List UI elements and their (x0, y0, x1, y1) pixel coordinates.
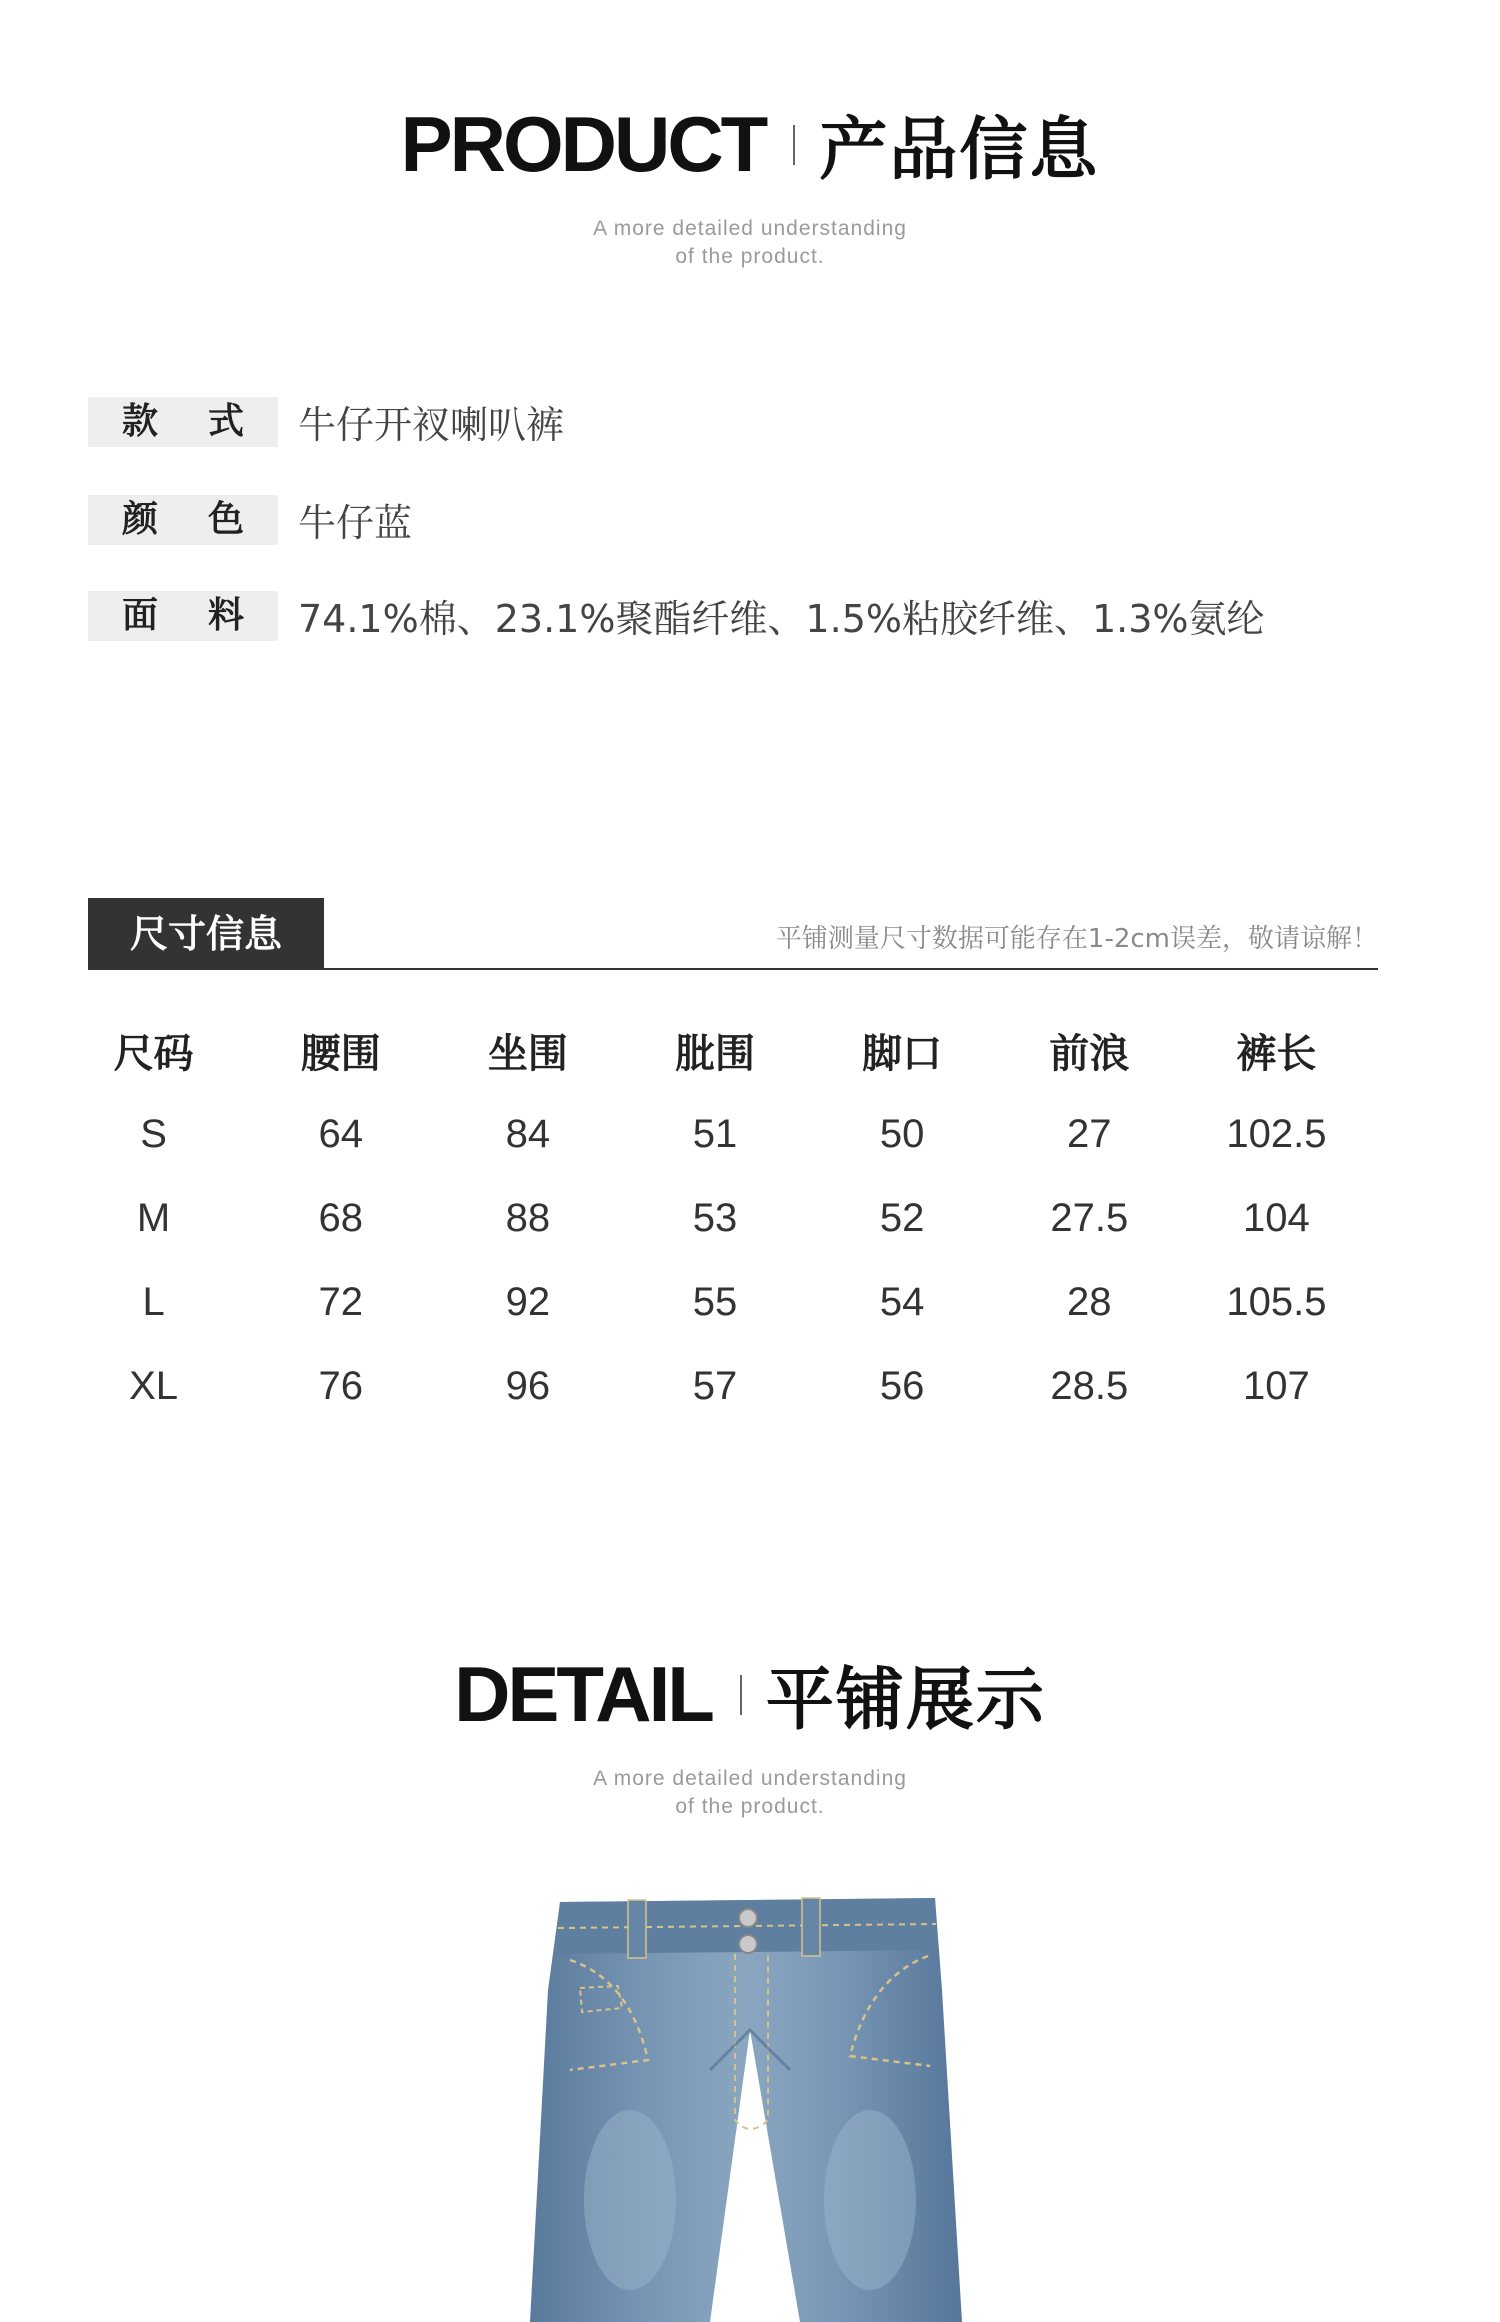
product-subtitle (570, 215, 930, 271)
table-cell: 104 (1243, 1195, 1310, 1240)
info-label-char: 面 (122, 594, 159, 636)
table-cell: 76 (318, 1363, 363, 1408)
info-value-color: 牛仔蓝 (298, 501, 413, 545)
header-cell: 腰围 (300, 1030, 381, 1077)
info-label-fabric (88, 591, 278, 641)
info-value-fabric: 74.1%棉、23.1%聚酯纤维、1.5%粘胶纤维、1.3%氨纶 (298, 597, 1265, 641)
table-cell: S (140, 1111, 167, 1156)
size-table (60, 1008, 1370, 1428)
info-label-color (88, 495, 278, 545)
button-icon (739, 1935, 757, 1953)
table-cell: 68 (318, 1195, 363, 1240)
header-cell: 坐围 (487, 1030, 568, 1077)
table-cell: M (136, 1195, 171, 1240)
table-cell: 51 (692, 1111, 738, 1156)
button-icon (739, 1909, 757, 1927)
size-table-header (60, 1008, 1370, 1092)
product-subtitle-line2: of the product. (675, 245, 825, 268)
detail-subtitle-line2: of the product. (675, 1795, 825, 1818)
table-cell: 28 (1067, 1279, 1112, 1324)
table-cell: 53 (692, 1195, 738, 1240)
info-row-fabric (88, 588, 1265, 643)
table-row (60, 1344, 1370, 1428)
table-cell: 56 (879, 1363, 925, 1408)
table-cell: 54 (879, 1279, 925, 1324)
header-cell: 尺码 (113, 1030, 194, 1077)
detail-title-en: DETAIL (454, 1650, 712, 1738)
table-row (60, 1260, 1370, 1344)
info-label-char: 颜 (122, 498, 159, 540)
info-label-char: 料 (207, 594, 244, 636)
detail-subtitle-line1: A more detailed understanding (593, 1767, 907, 1790)
product-title-zh: 产品信息 (819, 111, 1100, 190)
table-cell: 55 (692, 1279, 738, 1324)
size-info-divider (88, 968, 1378, 970)
table-cell: 88 (505, 1195, 551, 1240)
detail-subtitle (570, 1765, 930, 1821)
table-cell: 92 (505, 1279, 551, 1324)
size-info-tag: 尺寸信息 (88, 898, 324, 970)
detail-header (0, 1646, 1500, 1821)
size-info-bar (88, 898, 1378, 970)
table-cell: 50 (879, 1111, 925, 1156)
header-cell: 前浪 (1049, 1030, 1130, 1077)
size-info-note: 平铺测量尺寸数据可能存在1-2cm误差，敬请谅解！ (775, 924, 1378, 954)
table-cell: 28.5 (1050, 1363, 1129, 1408)
table-cell: XL (129, 1363, 179, 1408)
info-row-style (88, 394, 564, 449)
info-label-char: 色 (207, 498, 244, 540)
table-row (60, 1092, 1370, 1176)
info-label-style (88, 397, 278, 447)
table-cell: 27.5 (1050, 1195, 1129, 1240)
info-value-style: 牛仔开衩喇叭裤 (298, 403, 565, 447)
info-label-char: 式 (207, 400, 244, 442)
table-cell: 52 (879, 1195, 925, 1240)
table-cell: 96 (505, 1363, 551, 1408)
table-cell: 72 (318, 1279, 363, 1324)
table-cell: 64 (318, 1111, 363, 1156)
table-cell: 107 (1243, 1363, 1310, 1408)
detail-title-zh: 平铺展示 (765, 1661, 1046, 1740)
table-row (60, 1176, 1370, 1260)
title-divider (793, 125, 795, 165)
info-row-color (88, 492, 412, 547)
table-cell: 105.5 (1226, 1279, 1327, 1324)
info-label-char: 款 (122, 400, 159, 442)
jeans-product-image (510, 1870, 990, 2322)
product-header (0, 96, 1500, 271)
header-cell: 脚口 (862, 1030, 943, 1077)
table-cell: 102.5 (1226, 1111, 1327, 1156)
table-cell: 57 (692, 1363, 738, 1408)
product-title-en: PRODUCT (400, 100, 766, 188)
header-cell: 裤长 (1236, 1030, 1317, 1077)
table-cell: L (142, 1279, 165, 1324)
table-cell: 27 (1067, 1111, 1112, 1156)
table-cell: 84 (505, 1111, 551, 1156)
product-subtitle-line1: A more detailed understanding (593, 217, 907, 240)
title-divider (740, 1675, 742, 1715)
header-cell: 肶围 (674, 1030, 755, 1077)
